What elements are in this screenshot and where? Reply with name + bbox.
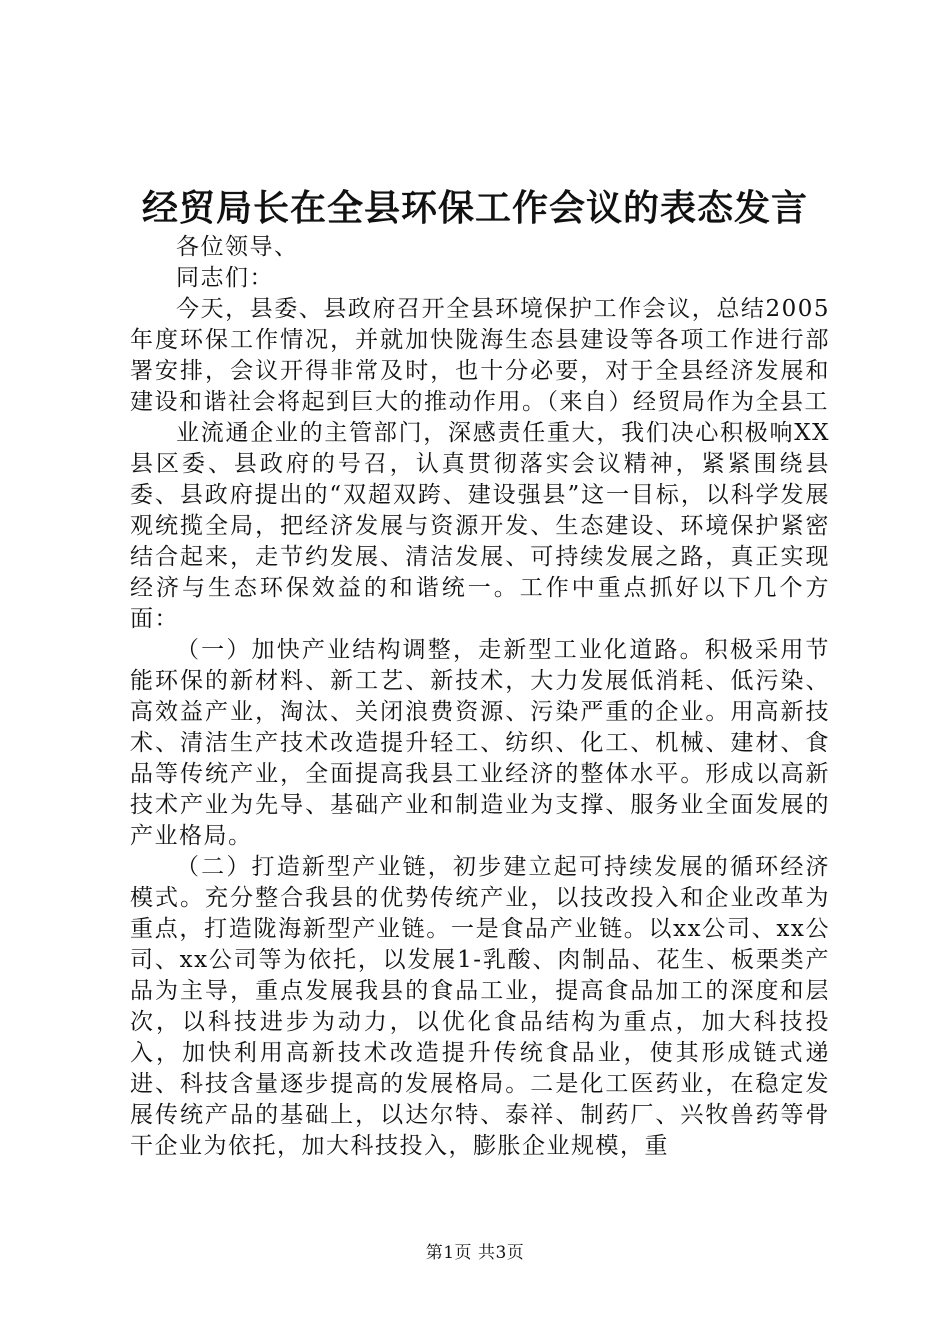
paragraph-point-two: （二）打造新型产业链，初步建立起可持续发展的循环经济模式。充分整合我县的优势传统产业，以技改投入和企业改革为重点，打造陇海新型产业链。一是食品产业链。以xx公司、xx公司、xx公司等为依托，以发展1-乳酸、肉制品、花生、板栗类产品为主导，重点发展我县的食品工业，提高食品加工的深度和层次，以科技进步为动力，以优化食品结构为重点，加大科技投入，加快利用高新技术改造提升传统食品业，使其形成链式递进、科技含量逐步提高的发展格局。二是化工医药业，在稳定发展传统产品的基础上，以达尔特、泰祥、制药厂、兴牧兽药等骨干企业为依托，加大科技投入，膨胀企业规模，重 [130,854,830,1159]
document-body [130,232,830,1162]
paragraph-point-one: （一）加快产业结构调整，走新型工业化道路。积极采用节能环保的新材料、新工艺、新技术，大力发展低消耗、低污染、高效益产业，淘汰、关闭浪费资源、污染严重的企业。用高新技术、清洁生产技术改造提升轻工、纺织、化工、机械、建材、食品等传统产业，全面提高我县工业经济的整体水平。形成以高新技术产业为先导、基础产业和制造业为支撑、服务业全面发展的产业格局。 [130,637,830,849]
page-number-footer: 第1页 共3页 [425,1243,525,1263]
paragraph-commitment: 业流通企业的主管部门，深感责任重大，我们决心积极响XX县区委、县政府的号召，认真贯彻落实会议精神，紧紧围绕县委、县政府提出的“双超双跨、建设强县”这一目标，以科学发展观统揽全局，把经济发展与资源开发、生态建设、环境保护紧密结合起来，走节约发展、清洁发展、可持续发展之路，真正实现经济与生态环保效益的和谐统一。工作中重点抓好以下几个方面： [130,420,830,632]
document-title: 经贸局长在全县环保工作会议的表态发言 [141,188,808,229]
salutation-comrades: 同志们： [176,265,274,291]
salutation-leaders: 各位领导、 [176,234,299,260]
paragraph-opening: 今天，县委、县政府召开全县环境保护工作会议，总结2005年度环保工作情况，并就加快陇海生态县建设等各项工作进行部署安排，会议开得非常及时，也十分必要，对于全县经济发展和建设和谐社会将起到巨大的推动作用。（来自）经贸局作为全县工 [130,296,830,415]
